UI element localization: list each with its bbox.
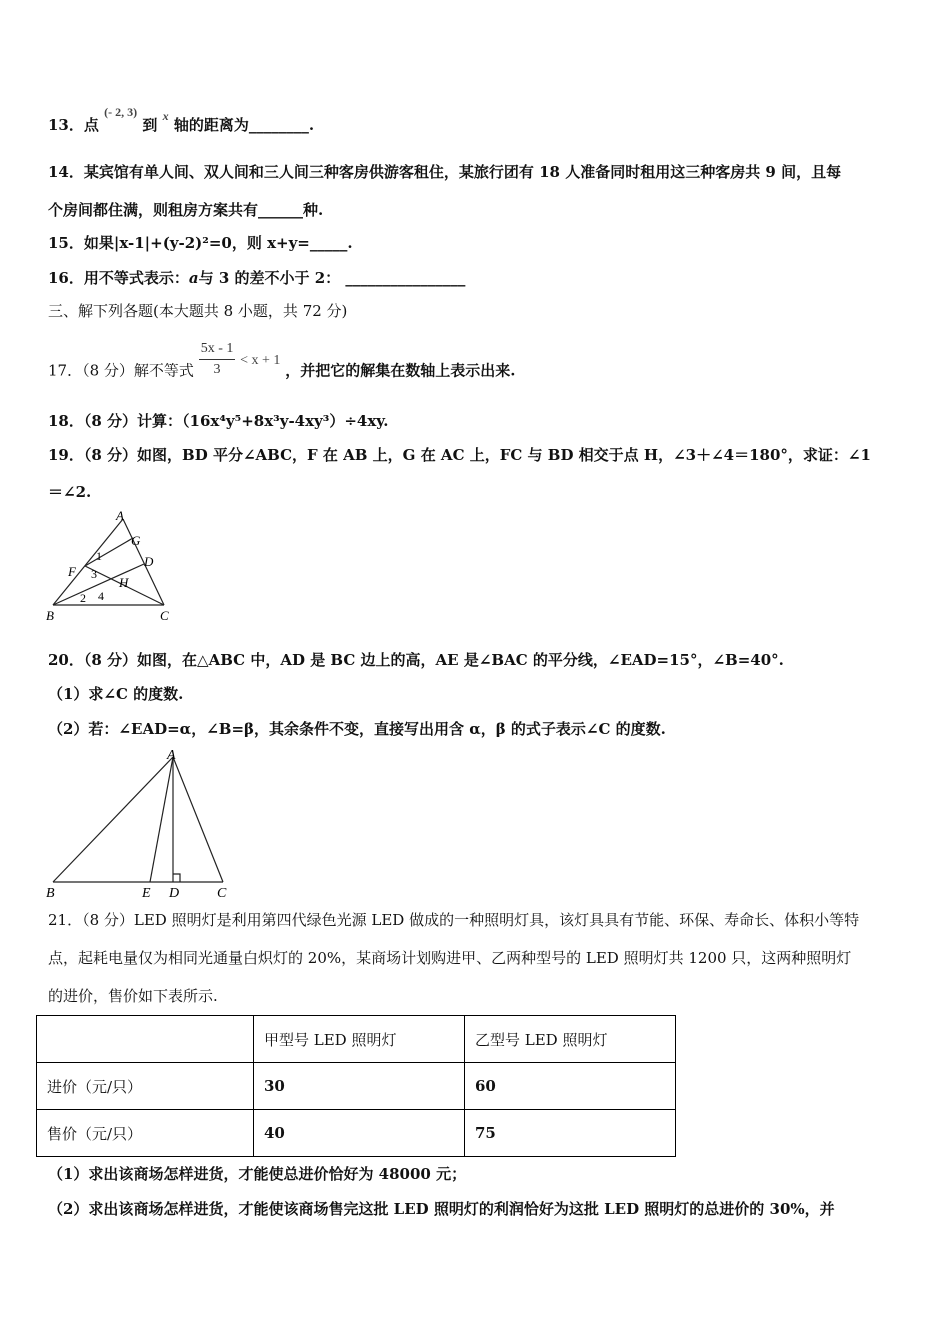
question-15: 15．如果|x-1|+(y-2)²=0，则 x+y=_____. [48, 234, 353, 252]
question-20-part2: （2）若：∠EAD=α，∠B=β，其余条件不变，直接写出用含 α，β 的式子表示∠C 的度数. [48, 720, 666, 738]
table-row [37, 1063, 676, 1110]
q20-label-a: A [167, 748, 176, 763]
question-21-line1: 21．（8 分）LED 照明灯是利用第四代绿色光源 LED 做成的一种照明灯具，该灯具具有节能、环保、寿命长、体积小等特 [48, 911, 860, 929]
q17-rhs: < x + 1 [240, 352, 281, 368]
table-cell: 30 [254, 1063, 465, 1110]
q16-variable: a [188, 269, 199, 287]
q13-prefix: 点 [83, 116, 99, 134]
q18-prefix: 18．（8 分）计算： [48, 412, 183, 430]
q13-suffix: 轴的距离为________. [173, 116, 315, 134]
question-20-part1: （1）求∠C 的度数. [48, 685, 184, 703]
q19-angle-2: 2 [80, 591, 86, 605]
question-19-line2: ＝∠2. [48, 483, 92, 501]
q17-numerator: 5x - 1 [199, 339, 236, 360]
table-cell: 40 [254, 1110, 465, 1157]
q18-expression: （16x⁴y⁵+8x³y-4xy³）÷4xy. [182, 412, 389, 430]
q20-side-ab [53, 757, 173, 882]
table-header-row [37, 1016, 676, 1063]
q19-angle-1: 1 [96, 549, 102, 563]
q20-right-angle-mark [173, 874, 180, 882]
question-14-line1: 14．某宾馆有单人间、双人间和三人间三种客房供游客租住，某旅行团有 18 人准备同时租用这三种客房共 9 间，且每 [48, 163, 842, 181]
question-20-line1: 20．（8 分）如图，在△ABC 中，AD 是 BC 边上的高，AE 是∠BAC 的平分线，∠EAD=15°，∠B=40°. [48, 651, 784, 669]
q19-label-b: B [46, 608, 54, 623]
question-14-line2: 个房间都住满，则租房方案共有______种. [48, 201, 324, 219]
q20-label-c: C [217, 886, 227, 900]
question-21-line2: 点，起耗电量仅为相同光通量白炽灯的 20%，某商场计划购进甲、乙两种型号的 LED 照明灯共 1200 只，这两种照明灯 [48, 949, 852, 967]
q19-angle-3: 3 [91, 567, 97, 581]
q16-prefix: 16．用不等式表示： [48, 269, 189, 287]
q20-side-ac [173, 757, 223, 882]
table-cell: 售价（元/只） [37, 1110, 254, 1157]
q20-triangle-figure [40, 745, 240, 900]
q19-label-a: A [116, 508, 124, 523]
q20-label-e: E [142, 886, 151, 900]
table-header-cell [37, 1016, 254, 1063]
question-18 [48, 411, 389, 431]
q19-segment-fg [85, 538, 133, 566]
q17-suffix: ，并把它的解集在数轴上表示出来. [285, 361, 516, 380]
q16-suffix: 与 3 的差不小于 2： ________________ [198, 269, 466, 287]
section-3-heading: 三、解下列各题(本大题共 8 小题，共 72 分) [48, 302, 348, 320]
table-header-cell: 乙型号 LED 照明灯 [465, 1016, 676, 1063]
question-21-part1: （1）求出该商场怎样进货，才能使总进价恰好为 48000 元； [48, 1165, 467, 1183]
q19-label-h: H [119, 575, 129, 590]
question-16 [48, 268, 465, 288]
q13-point: (- 2, 3) [104, 105, 138, 119]
q19-label-c: C [160, 608, 169, 623]
q17-denominator: 3 [213, 362, 221, 377]
q20-label-b: B [46, 886, 55, 900]
table-cell: 60 [465, 1063, 676, 1110]
question-21-part2: （2）求出该商场怎样进货，才能使该商场售完这批 LED 照明灯的利润恰好为这批 LED 照明灯的总进价的 30%，并 [48, 1200, 835, 1218]
q17-fraction [199, 339, 236, 380]
q13-number: 13． [48, 116, 84, 134]
q20-bisector-ae [150, 757, 173, 882]
price-table [36, 1015, 676, 1157]
q19-side-ab [53, 519, 123, 605]
table-cell: 进价（元/只） [37, 1063, 254, 1110]
q19-triangle-figure [40, 508, 180, 628]
q13-axis: x [162, 109, 169, 123]
table-row [37, 1110, 676, 1157]
q13-to: 到 [142, 116, 158, 134]
question-21-line3: 的进价，售价如下表所示. [48, 987, 218, 1005]
table-cell: 75 [465, 1110, 676, 1157]
q19-label-g: G [131, 533, 141, 548]
q17-prefix: 17．（8 分）解不等式 [48, 361, 194, 380]
question-19-line1: 19．（8 分）如图，BD 平分∠ABC，F 在 AB 上，G 在 AC 上，FC 与 BD 相交于点 H，∠3＋∠4＝180°，求证：∠1 [48, 446, 871, 464]
question-13 [48, 105, 315, 136]
q20-label-d: D [169, 886, 180, 900]
question-17 [48, 341, 516, 392]
q19-angle-4: 4 [98, 589, 104, 603]
q19-label-d: D [144, 554, 154, 569]
q19-label-f: F [68, 564, 76, 579]
table-header-cell: 甲型号 LED 照明灯 [254, 1016, 465, 1063]
